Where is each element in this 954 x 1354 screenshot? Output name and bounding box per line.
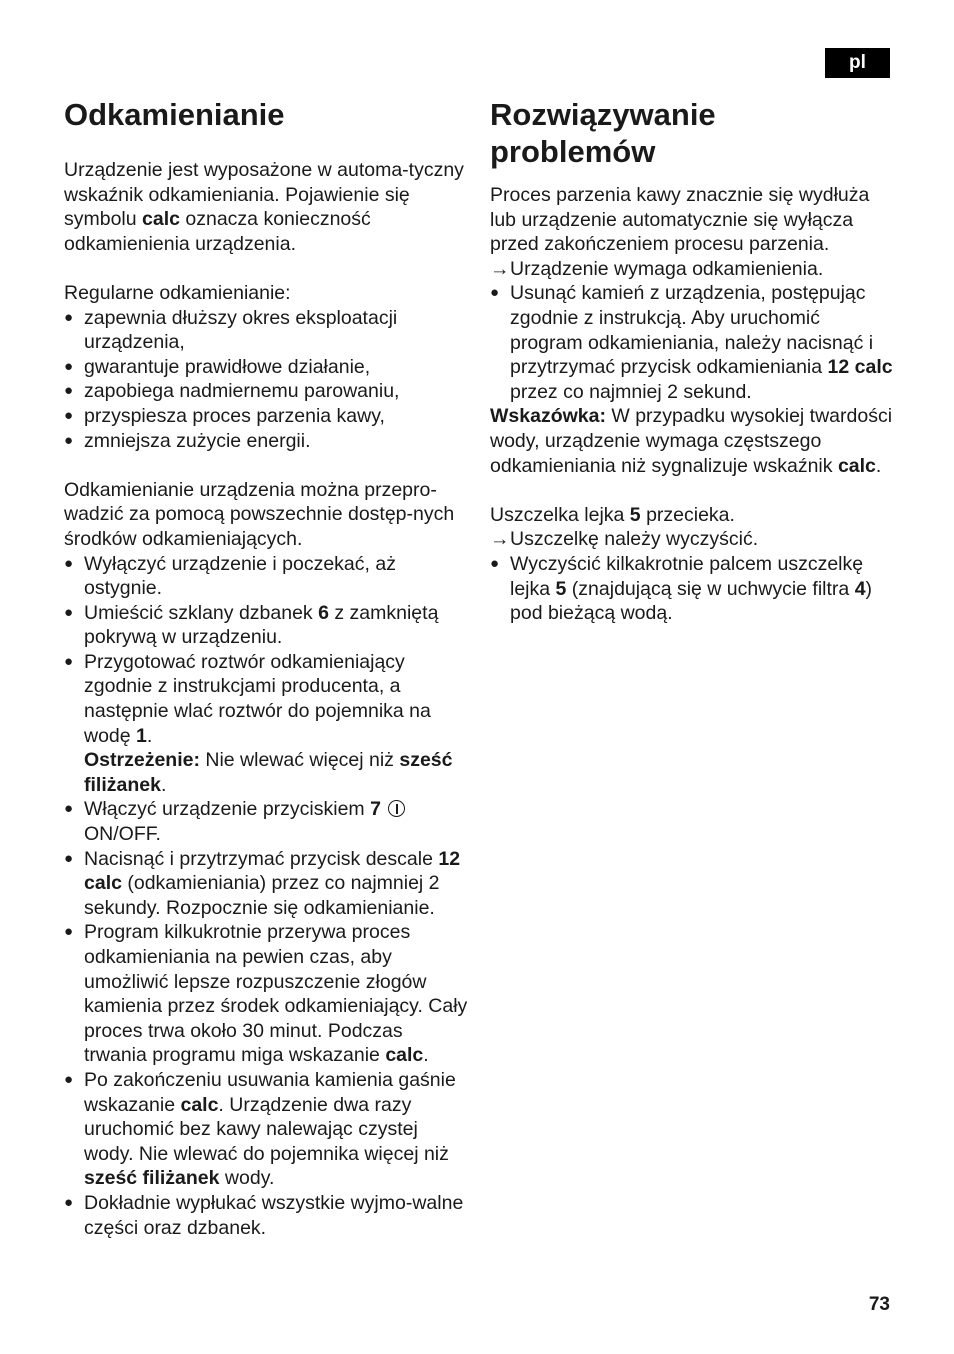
solution-1: → Urządzenie wymaga odkamienienia. xyxy=(490,257,824,280)
descaling-section xyxy=(64,96,469,1240)
list-item: ● zapewnia dłuższy okres eksploatacji urządzenia, xyxy=(64,306,469,355)
list-item: ● Dokładnie wypłukać wszystkie wyjmo-walne części oraz dzbanek. xyxy=(64,1191,469,1240)
list-item: ● Po zakończeniu usuwania kamienia gaśnie wskazanie calc. Urządzenie dwa razy uruchomić bez kawy nalewając czystej wody. Nie wlewać do pojemnika więcej niż sześć filiżanek wody. xyxy=(64,1068,469,1191)
problem-2: Uszczelka lejka 5 przecieka. xyxy=(490,503,735,526)
intro-paragraph: Urządzenie jest wyposażone w automa-tyczny wskaźnik odkamieniania. Pojawienie się symbolu calc oznacza konieczność odkamienienia urządzenia. xyxy=(64,159,464,255)
problem-1: Proces parzenia kawy znacznie się wydłuża lub urządzenie automatycznie się wyłącza przed zakończeniem procesu parzenia. xyxy=(490,184,870,256)
page-number: 73 xyxy=(868,1294,890,1315)
benefits-list xyxy=(64,306,469,454)
list-item: ● Usunąć kamień z urządzenia, postępując zgodnie z instrukcją. Aby uruchomić program odkamieniania, należy nacisnąć i przytrzymać przycisk odkamieniania 12 calc przez co najmniej 2 sekund. xyxy=(490,281,895,404)
list-item: ● gwarantuje prawidłowe działanie, xyxy=(64,355,469,380)
steps-list xyxy=(64,552,469,1241)
warning-label: Ostrzeżenie: xyxy=(84,749,200,772)
troubleshooting-title: Rozwiązywanie problemów xyxy=(490,97,716,169)
list-item: ● Program kilkukrotnie przerywa proces odkamieniania na pewien czas, aby umożliwić lepsze rozpuszczenie złogów kamienia przez środek odkamieniający. Cały proces trwa około 30 minut. Podczas trwania programu miga wskazanie calc. xyxy=(64,920,469,1068)
list-item: ● zmniejsza zużycie energii. xyxy=(64,429,469,454)
list-item: ● Przygotować roztwór odkamieniający zgodnie z instrukcjami producenta, a następnie wlać roztwór do pojemnika na wodę 1. Ostrzeżenie: Nie wlewać więcej niż sześć filiżanek. xyxy=(64,650,469,798)
arrow-right-icon: → xyxy=(490,257,510,280)
list-item: ● Włączyć urządzenie przyciskiem 7 ON/OFF. xyxy=(64,797,469,846)
hint-paragraph: Wskazówka: W przypadku wysokiej twardości wody, urządzenie wymaga częstszego odkamieniania niż sygnalizuje wskaźnik calc. xyxy=(490,405,893,477)
list-item: ● zapobiega nadmiernemu parowaniu, xyxy=(64,379,469,404)
descaling-body xyxy=(64,158,469,1240)
language-badge: pl xyxy=(825,48,890,78)
solution-2: → Uszczelkę należy wyczyścić. xyxy=(490,528,759,551)
list-item: ● przyspiesza proces parzenia kawy, xyxy=(64,404,469,429)
arrow-right-icon: → xyxy=(490,528,510,551)
solution-1-steps xyxy=(490,281,895,404)
regular-heading: Regularne odkamienianie: xyxy=(64,281,291,304)
list-item: ● Wyłączyć urządzenie i poczekać, aż ostygnie. xyxy=(64,552,469,601)
list-item: ● Wyczyścić kilkakrotnie palcem uszczelkę lejka 5 (znajdującą się w uchwycie filtra 4) pod bieżącą wodą. xyxy=(490,552,895,626)
power-icon xyxy=(388,800,405,817)
troubleshooting-body xyxy=(490,183,895,626)
troubleshooting-section xyxy=(490,96,895,626)
solution-2-steps xyxy=(490,552,895,626)
list-item: ● Nacisnąć i przytrzymać przycisk descale 12 calc (odkamieniania) przez co najmniej 2 sekundy. Rozpocznie się odkamienianie. xyxy=(64,847,469,921)
descaling-title: Odkamienianie xyxy=(64,97,285,132)
list-item: ● Umieścić szklany dzbanek 6 z zamkniętą pokrywą w urządzeniu. xyxy=(64,601,469,650)
method-paragraph: Odkamienianie urządzenia można przepro-wadzić za pomocą powszechnie dostęp-nych środków odkamieniających. xyxy=(64,478,455,550)
